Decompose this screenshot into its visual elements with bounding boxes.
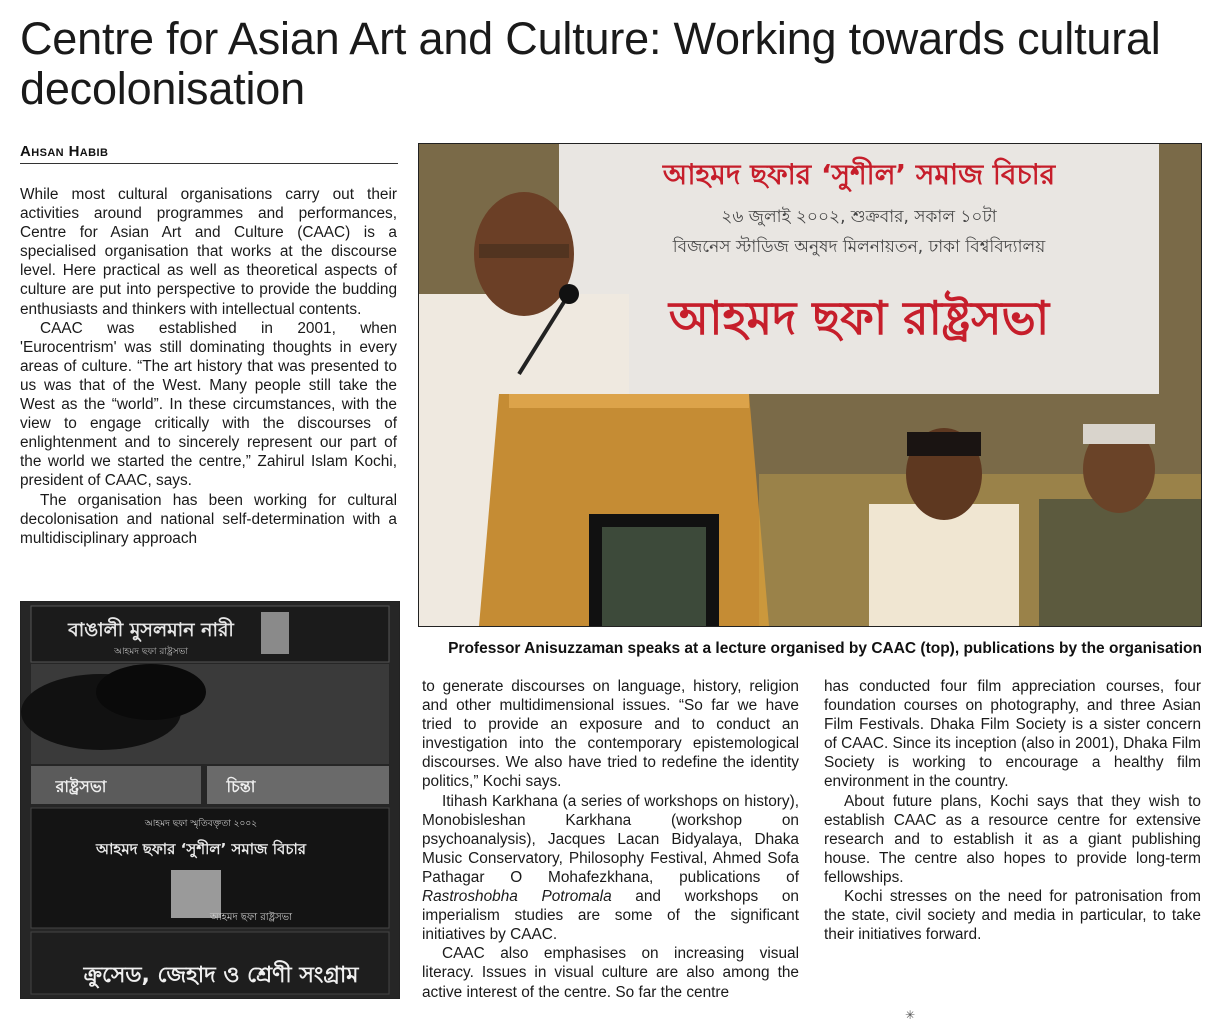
- photo-caption: Professor Anisuzzaman speaks at a lecture organised by CAAC (top), publications by the organisation: [448, 640, 1202, 657]
- book-title-2-sub: আহমদ ছফা রাষ্ট্রসভা: [209, 912, 293, 923]
- paragraph: The organisation has been working for cultural decolonisation and national self-determination with a multidisciplinary approach: [20, 491, 397, 547]
- lecture-photo: [418, 143, 1202, 627]
- byline: Ahsan Habib: [20, 143, 398, 164]
- headline: Centre for Asian Art and Culture: Working towards cultural decolonisation: [20, 13, 1161, 114]
- seated-person-1: [869, 504, 1019, 626]
- book-label-left: রাষ্ট্রসভা: [55, 777, 107, 796]
- book-title-2: আহমদ ছফার ‘সুশীল’ সমাজ বিচার: [95, 840, 307, 858]
- banner-line-1: আহমদ ছফার ‘সুশীল’ সমাজ বিচার: [662, 158, 1056, 191]
- book-title-1: বাঙালী মুসলমান নারী: [68, 619, 234, 641]
- paragraph: Kochi stresses on the need for patronisation from the state, civil society and media in particular, to take their initiatives forward.: [824, 888, 1201, 944]
- book-title-2-top: আহমদ ছফা স্মৃতিবক্তৃতা ২০০২: [144, 819, 258, 829]
- publications-photo: [20, 601, 400, 999]
- book-label-right: চিন্তা: [226, 777, 256, 796]
- paragraph: has conducted four film appreciation courses, four foundation courses on photography, and three Asian Film Festivals. Dhaka Film Society is a sister concern of CAAC. Since its inception (also in 2001), Dhaka Film Society is working to encourage a healthy film environment in the country.: [824, 678, 1201, 791]
- paragraph: [422, 792, 799, 945]
- banner-line-4: আহমদ ছফা রাষ্ট্রসভা: [668, 291, 1050, 345]
- book-title-3: ক্রুসেড, জেহাদ ও শ্রেণী সংগ্রাম: [83, 963, 359, 988]
- publication-title: Rastroshobha Potromala: [422, 888, 612, 906]
- paragraph: CAAC also emphasises on increasing visual literacy. Issues in visual culture are also among the active interest of the centre. So far the centre: [422, 945, 799, 1001]
- article-column-2: [422, 677, 799, 1002]
- paragraph: While most cultural organisations carry out their activities around programmes and performances, Centre for Asian Art and Culture (CAAC) is a specialised organisation that works at the discourse level. Here practical as well as theoretical aspects of culture are put into perspective to provide the budding enthusiasts and thinkers with intellectual contents.: [20, 186, 397, 318]
- paragraph-text: Itihash Karkhana (a series of workshops on history), Monobisleshan Karkhana (workshop on psychoanalysis), Jacques Lacan Bidyalaya, Dhaka Music Conservatory, Philosophy Festival, Ahmed Sofa Pathagar O Mohafezkhana, publications of: [422, 792, 799, 886]
- article-column-1: [20, 185, 397, 548]
- paragraph: to generate discourses on language, history, religion and other multidimensional issues. “So far we have tried to provide an exposure and to conduct an investigation into the contemporary epistemological discourses. We also have tried to redefine the identity politics,” Kochi says.: [422, 678, 799, 791]
- page-ornament-icon: ✳: [905, 1008, 916, 1022]
- article-column-3: [824, 677, 1201, 944]
- banner-line-3: বিজনেস স্টাডিজ অনুষদ মিলনায়তন, ঢাকা বিশ্ববিদ্যালয়: [672, 237, 1046, 257]
- book-title-1-sub: আহমদ ছফা রাষ্ট্রসভা: [114, 647, 188, 657]
- paragraph: CAAC was established in 2001, when 'Eurocentrism' was still dominating thoughts in every areas of culture. “The art history that was presented to us was that of the West. Many people still take the West as the “world”. In these circumstances, with the view to engage critically with the discourses of enlightenment and to sincerely represent our part of the world we started the centre,” Zahirul Islam Kochi, president of CAAC, says.: [20, 319, 397, 490]
- banner-line-2: ২৬ জুলাই ২০০২, শুক্রবার, সকাল ১০টা: [721, 207, 997, 227]
- paragraph: About future plans, Kochi says that they wish to establish CAAC as a resource centre for extensive research and to establish it as a giant publishing house. The centre also hopes to provide long-term fellowships.: [824, 792, 1201, 886]
- paragraph-text: and workshops on imperialism studies are some of the significant initiatives by CAAC.: [422, 888, 799, 944]
- seated-person-2: [1039, 499, 1201, 626]
